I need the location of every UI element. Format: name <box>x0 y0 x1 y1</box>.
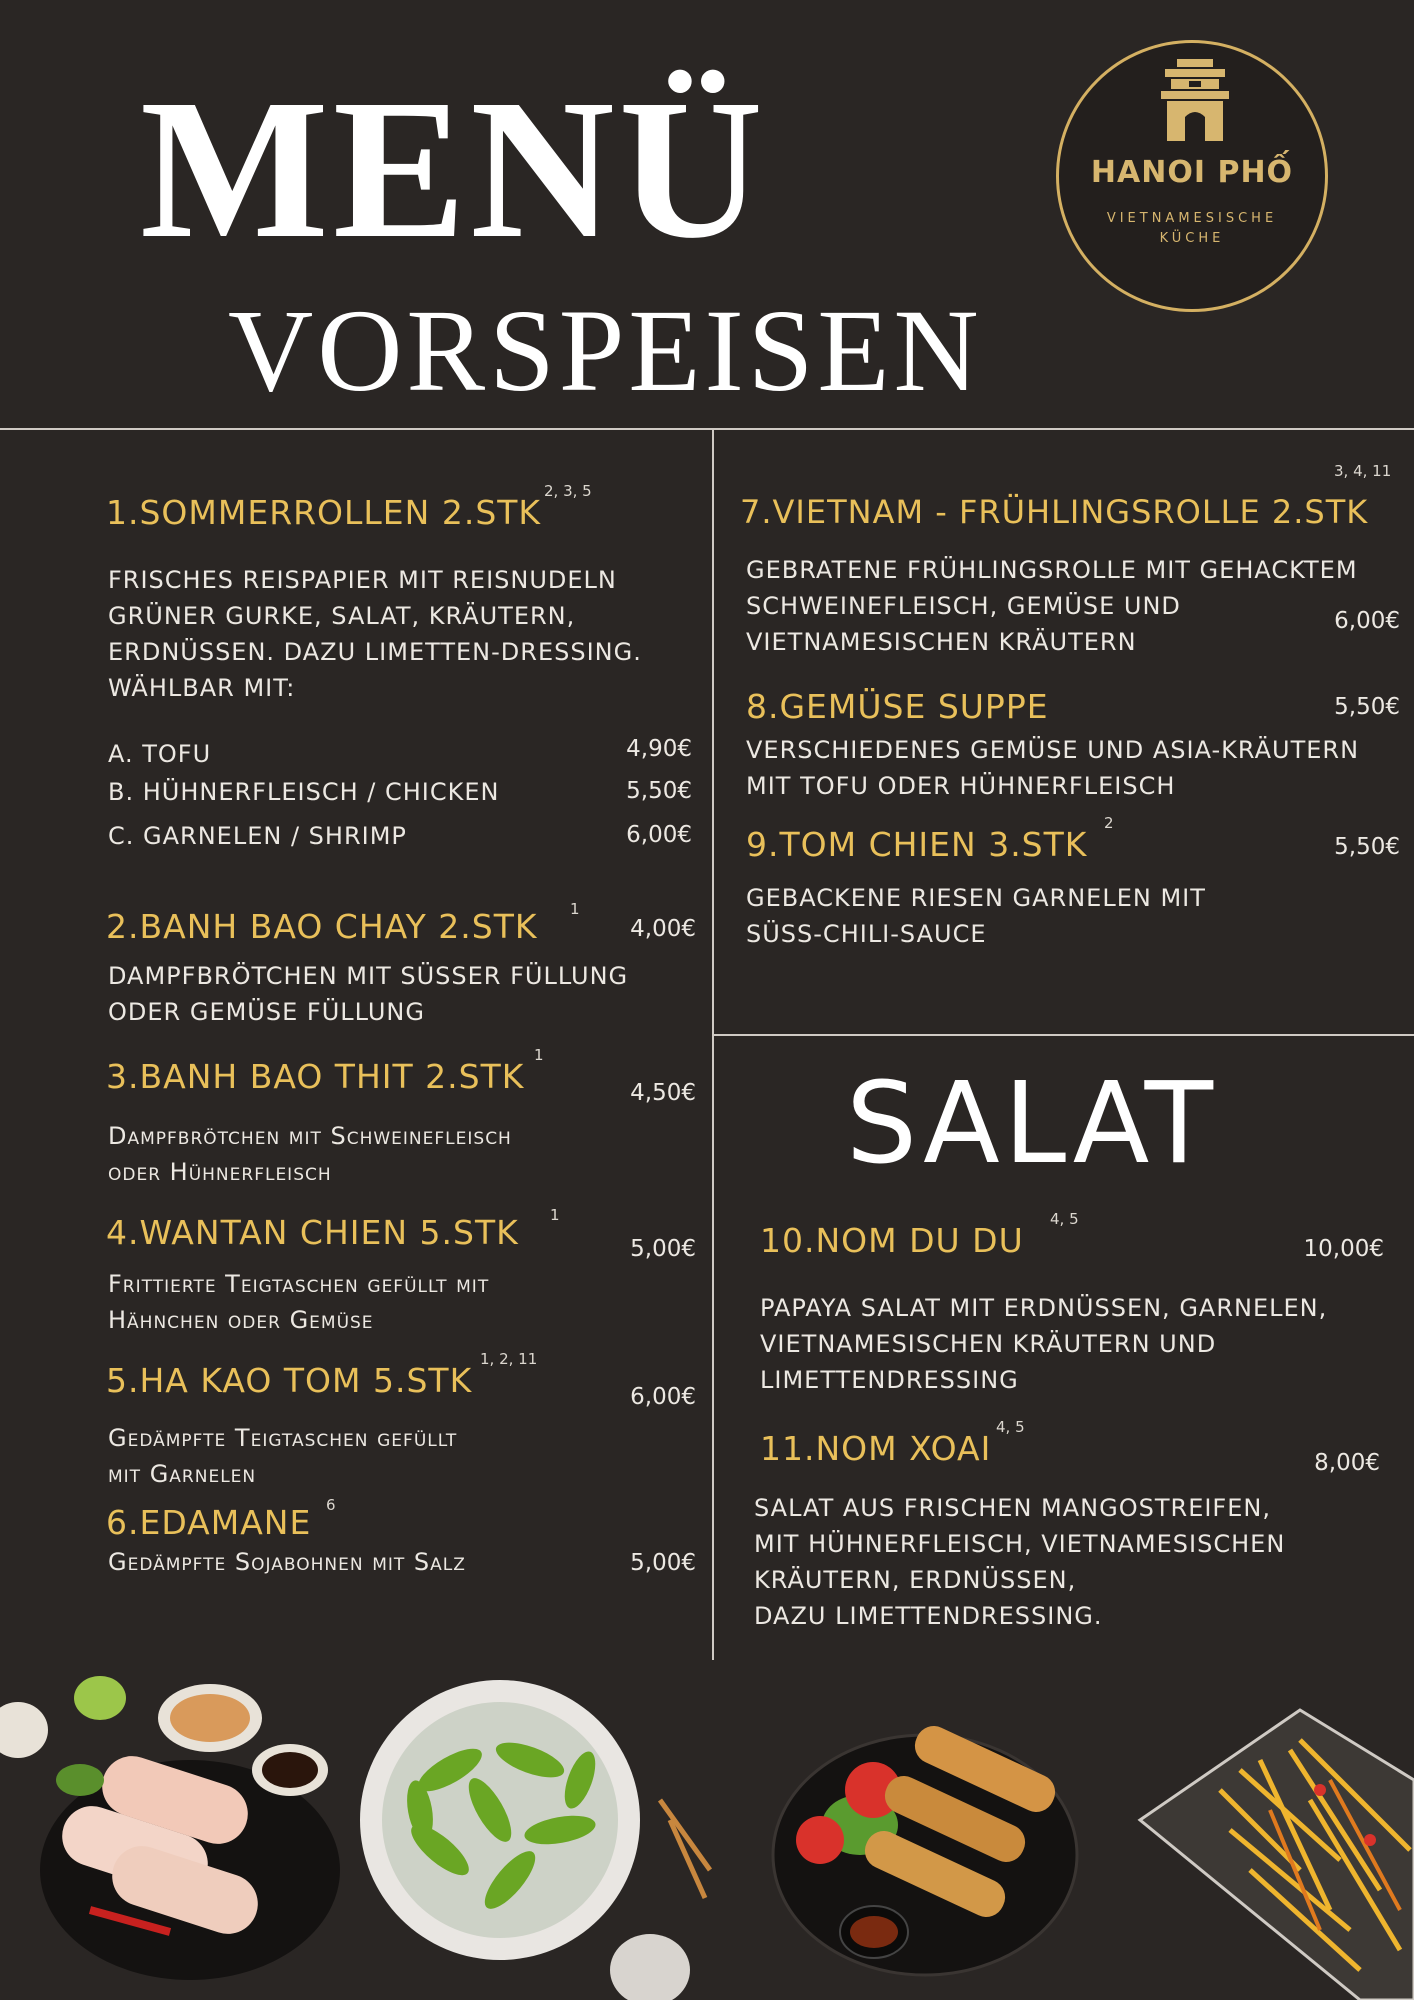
item-allergens: 4, 5 <box>1050 1210 1079 1228</box>
item-allergens: 1 <box>534 1046 544 1064</box>
item-allergens: 1, 2, 11 <box>480 1350 538 1368</box>
column-divider <box>712 430 714 1660</box>
restaurant-logo <box>1056 40 1328 312</box>
item-price: 8,00€ <box>1314 1450 1380 1476</box>
item-allergens: 3, 4, 11 <box>1334 462 1392 480</box>
desc-line: mit Garnelen <box>108 1460 257 1488</box>
item-price: 6,00€ <box>1334 608 1400 634</box>
item-price: 5,00€ <box>630 1236 696 1262</box>
item-description <box>746 880 1206 952</box>
variant-price: 6,00€ <box>626 822 692 848</box>
item-title: 3.BANH BAO THIT 2.STK <box>106 1057 525 1096</box>
item-price: 10,00€ <box>1303 1236 1384 1262</box>
item-title: 10.NOM DU DU <box>760 1221 1024 1260</box>
item-description <box>760 1290 1327 1398</box>
desc-line: FRISCHES REISPAPIER MIT REISNUDELN <box>108 566 617 594</box>
item-title: 6.EDAMANE <box>106 1503 312 1542</box>
desc-line: oder Hühnerfleisch <box>108 1158 332 1186</box>
desc-line: VIETNAMESISCHEN KRÄUTERN UND <box>760 1330 1217 1358</box>
desc-line: DAMPFBRÖTCHEN MIT SÜSSER FÜLLUNG <box>108 962 629 990</box>
desc-line: MIT TOFU ODER HÜHNERFLEISCH <box>746 772 1176 800</box>
header-divider <box>0 428 1414 430</box>
item-description <box>108 958 628 1030</box>
item-title: 8.GEMÜSE SUPPE <box>746 687 1049 726</box>
desc-line: Gedämpfte Sojabohnen mit Salz <box>108 1548 466 1576</box>
salat-divider <box>714 1034 1414 1036</box>
item-description <box>108 562 642 706</box>
desc-line: SALAT AUS FRISCHEN MANGOSTREIFEN, <box>754 1494 1271 1522</box>
variant-label: B. HÜHNERFLEISCH / CHICKEN <box>108 778 500 806</box>
variant-label: A. TOFU <box>108 740 212 768</box>
item-title: 1.SOMMERROLLEN 2.STK <box>106 493 542 532</box>
desc-line: VERSCHIEDENES GEMÜSE UND ASIA-KRÄUTERN <box>746 736 1360 764</box>
item-price: 4,50€ <box>630 1080 696 1106</box>
spring-rolls-photo <box>773 1720 1077 1975</box>
summer-rolls-photo <box>0 1676 340 1980</box>
item-allergens: 4, 5 <box>996 1418 1025 1436</box>
gate-icon <box>1155 55 1235 145</box>
item-description <box>108 1118 512 1190</box>
item-title: 2.BANH BAO CHAY 2.STK <box>106 907 538 946</box>
desc-line: PAPAYA SALAT MIT ERDNÜSSEN, GARNELEN, <box>760 1294 1328 1322</box>
item-allergens: 1 <box>550 1206 560 1224</box>
desc-line: LIMETTENDRESSING <box>760 1366 1019 1394</box>
logo-name: HANOI PHỐ <box>1090 155 1294 190</box>
item-allergens: 6 <box>326 1496 336 1514</box>
item-price: 5,00€ <box>630 1550 696 1576</box>
item-price: 5,50€ <box>1334 834 1400 860</box>
item-title: 4.WANTAN CHIEN 5.STK <box>106 1213 519 1252</box>
section-title-salat: SALAT <box>846 1059 1218 1189</box>
desc-line: Hähnchen oder Gemüse <box>108 1306 374 1334</box>
desc-line: GEBRATENE FRÜHLINGSROLLE MIT GEHACKTEM <box>746 556 1358 584</box>
logo-tagline-line2: KÜCHE <box>1159 231 1225 246</box>
variant-label: C. GARNELEN / SHRIMP <box>108 822 407 850</box>
item-description <box>108 1420 457 1492</box>
desc-line: KRÄUTERN, ERDNÜSSEN, <box>754 1566 1077 1594</box>
item-price: 6,00€ <box>630 1384 696 1410</box>
item-allergens: 2, 3, 5 <box>544 482 592 500</box>
desc-line: MIT HÜHNERFLEISCH, VIETNAMESISCHEN <box>754 1530 1286 1558</box>
variant-price: 4,90€ <box>626 736 692 762</box>
item-price: 4,00€ <box>630 916 696 942</box>
item-description <box>108 1544 466 1580</box>
item-allergens: 2 <box>1104 814 1114 832</box>
edamame-photo <box>360 1680 710 2000</box>
item-price: 5,50€ <box>1334 694 1400 720</box>
desc-line: ODER GEMÜSE FÜLLUNG <box>108 998 425 1026</box>
menu-title: MENÜ <box>140 59 768 280</box>
item-title: 5.HA KAO TOM 5.STK <box>106 1361 473 1400</box>
desc-line: Dampfbrötchen mit Schweinefleisch <box>108 1122 512 1150</box>
desc-line: Gedämpfte Teigtaschen gefüllt <box>108 1424 458 1452</box>
desc-line: ERDNÜSSEN. DAZU LIMETTEN-DRESSING. <box>108 638 642 666</box>
item-description <box>754 1490 1285 1634</box>
desc-line: Frittierte Teigtaschen gefüllt mit <box>108 1270 490 1298</box>
item-title: 7.VIETNAM - FRÜHLINGSROLLE 2.STK <box>740 493 1369 531</box>
item-description <box>746 552 1358 660</box>
food-photos <box>0 1670 1414 2000</box>
desc-line: SCHWEINEFLEISCH, GEMÜSE UND <box>746 592 1181 620</box>
item-allergens: 1 <box>570 900 580 918</box>
logo-tagline-line1: VIETNAMESISCHE <box>1106 211 1278 226</box>
desc-line: GRÜNER GURKE, SALAT, KRÄUTERN, <box>108 602 576 630</box>
papaya-salad-photo <box>1140 1710 1414 2000</box>
item-description <box>108 1266 489 1338</box>
logo-tagline <box>1079 209 1305 249</box>
item-title: 11.NOM XOAI <box>760 1429 992 1468</box>
desc-line: GEBACKENE RIESEN GARNELEN MIT <box>746 884 1206 912</box>
desc-line: DAZU LIMETTENDRESSING. <box>754 1602 1103 1630</box>
section-title-vorspeisen: VORSPEISEN <box>228 285 983 416</box>
desc-line: VIETNAMESISCHEN KRÄUTERN <box>746 628 1137 656</box>
variant-price: 5,50€ <box>626 778 692 804</box>
desc-line: WÄHLBAR MIT: <box>108 674 296 702</box>
desc-line: SÜSS-CHILI-SAUCE <box>746 920 987 948</box>
item-description <box>746 732 1359 804</box>
item-title: 9.TOM CHIEN 3.STK <box>746 825 1088 864</box>
